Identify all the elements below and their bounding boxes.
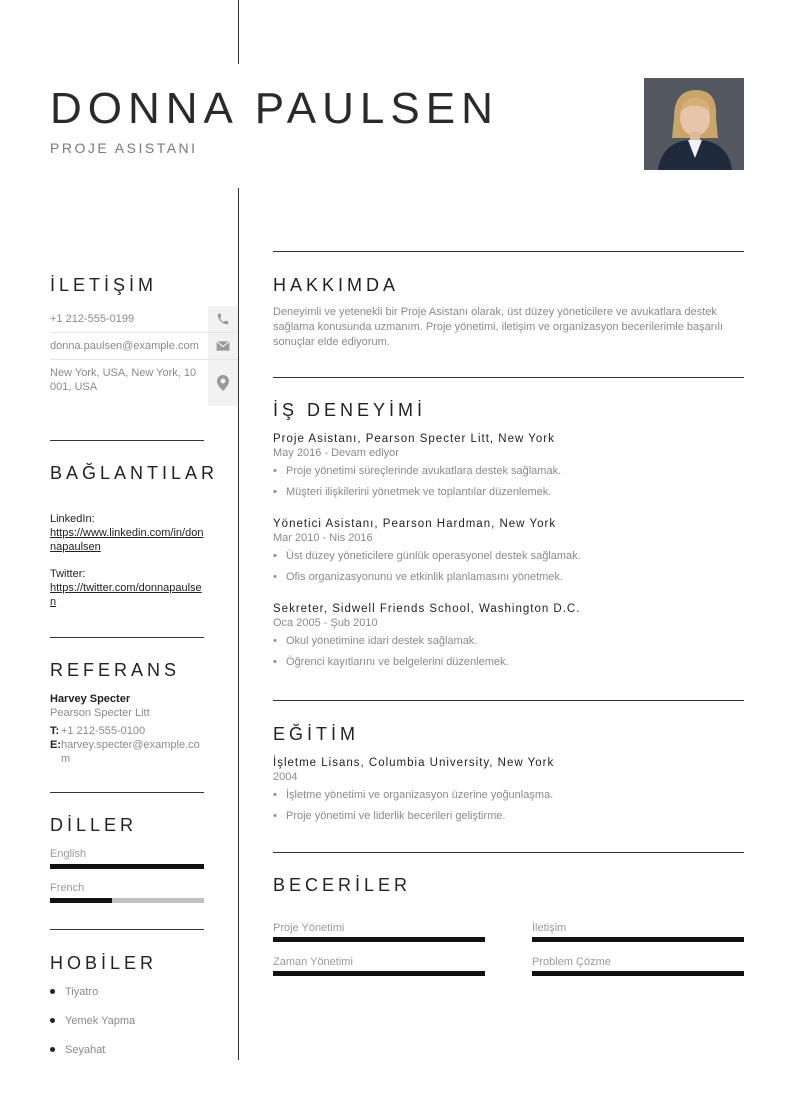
skills-heading: BECERİLER [273, 875, 412, 895]
job-bullet: • Proje yönetimi süreçlerinde avukatlara destek sağlamak. [273, 465, 562, 477]
job-title: Sekreter, Sidwell Friends School, Washington D.C. [273, 603, 581, 615]
hobby-item [50, 1006, 135, 1035]
profile-photo [644, 78, 744, 170]
contact-phone-row [50, 306, 238, 333]
job-bullet-text: Müşteri ilişkilerini yönetmek ve toplantılar düzenlemek. [286, 486, 552, 498]
skill-level-bar [273, 937, 485, 942]
candidate-name: DONNA PAULSEN [50, 84, 499, 133]
hobby-item [50, 977, 135, 1006]
experience-list [273, 432, 744, 669]
job-bullet-text: Üst düzey yöneticilere günlük operasyonel destek sağlamak. [286, 550, 581, 562]
job-bullet: • Üst düzey yöneticilere günlük operasyonel destek sağlamak. [273, 550, 581, 562]
link-item-linkedin [50, 512, 204, 554]
phone-icon [208, 306, 238, 332]
twitter-label: Twitter: [50, 568, 86, 580]
hobby-label: Seyahat [65, 1043, 106, 1056]
contact-phone[interactable]: +1 212-555-0199 [50, 313, 135, 325]
job-date: May 2016 - Devam ediyor [273, 447, 399, 459]
language-item [50, 847, 204, 869]
language-level-fill [50, 898, 112, 903]
job-entry [273, 602, 744, 669]
hobbies-heading: HOBİLER [50, 953, 158, 973]
sidebar-divider [50, 929, 204, 930]
reference-name: Harvey Specter [50, 693, 131, 705]
job-date: Mar 2010 - Nis 2016 [273, 532, 373, 544]
links-list [50, 512, 204, 609]
twitter-link[interactable]: https://twitter.com/donnapaulsen [50, 582, 202, 608]
language-level-bar [50, 898, 204, 903]
reference-phone[interactable]: +1 212-555-0100 [61, 725, 146, 737]
hobby-label: Tiyatro [65, 985, 99, 998]
hobby-label: Yemek Yapma [65, 1014, 136, 1027]
skill-item [273, 921, 485, 942]
column-divider-line [238, 188, 239, 1060]
links-heading: BAĞLANTILAR [50, 463, 219, 483]
candidate-title: PROJE ASISTANI [50, 140, 198, 156]
reference-phone-label: T: [50, 725, 60, 737]
job-bullet-text: Okul yönetimine idari destek sağlamak. [286, 635, 478, 647]
reference-email[interactable]: harvey.specter@example.com [61, 739, 200, 765]
contact-email-row [50, 333, 238, 360]
section-divider [273, 251, 744, 252]
job-title: Proje Asistanı, Pearson Specter Litt, New York [273, 433, 555, 445]
education-bullet: • İşletme yönetimi ve organizasyon üzerine yoğunlaşma. [273, 789, 554, 801]
linkedin-label: LinkedIn: [50, 513, 95, 525]
contact-list [50, 306, 238, 406]
bullet-dot-icon [50, 1047, 55, 1052]
education-title: İşletme Lisans, Columbia University, New York [273, 757, 555, 769]
link-item-twitter [50, 567, 204, 609]
contact-address: New York, USA, New York, 10001, USA [50, 367, 197, 393]
job-date: Oca 2005 - Şub 2010 [273, 617, 378, 629]
about-text: Deneyimli ve yetenekli bir Proje Asistanı olarak, üst düzey yöneticilere ve avukatlara destek sağlama konusunda uzmanım. Proje yönetimi, iletişim ve organizasyon becerilerimle başarılı sonuçlar elde ediyorum. [273, 306, 723, 348]
job-bullet: • Okul yönetimine idari destek sağlamak. [273, 635, 478, 647]
section-divider [273, 700, 744, 701]
education-bullet-text: İşletme yönetimi ve organizasyon üzerine yoğunlaşma. [286, 789, 554, 801]
reference-block [50, 692, 204, 766]
language-name: French [50, 882, 85, 894]
section-divider [273, 852, 744, 853]
hobby-item [50, 1035, 135, 1064]
portrait-image [644, 78, 744, 170]
language-name: English [50, 848, 87, 860]
sidebar-divider [50, 792, 204, 793]
email-icon [208, 333, 238, 359]
job-bullet-text: Ofis organizasyonunu ve etkinlik planlamasını yönetmek. [286, 571, 563, 583]
skill-level-bar [532, 971, 744, 976]
top-divider-line [238, 0, 239, 64]
skill-name: Proje Yönetimi [273, 922, 345, 934]
languages-heading: DİLLER [50, 815, 138, 835]
reference-heading: REFERANS [50, 660, 181, 680]
contact-email[interactable]: donna.paulsen@example.com [50, 340, 199, 352]
education-bullet-text: Proje yönetimi ve liderlik becerileri geliştirme. [286, 810, 506, 822]
job-bullet: • Ofis organizasyonunu ve etkinlik planlamasını yönetmek. [273, 571, 563, 583]
job-bullet: • Müşteri ilişkilerini yönetmek ve toplantılar düzenlemek. [273, 486, 552, 498]
section-divider [273, 377, 744, 378]
education-date: 2004 [273, 771, 298, 783]
hobbies-list [50, 977, 135, 1064]
education-entry [273, 756, 744, 823]
job-title: Yönetici Asistanı, Pearson Hardman, New York [273, 518, 557, 530]
reference-company: Pearson Specter Litt [50, 707, 150, 719]
sidebar-divider [50, 637, 204, 638]
skill-level-bar [273, 971, 485, 976]
language-level-bar [50, 864, 204, 869]
experience-heading: İŞ DENEYİMİ [273, 400, 427, 420]
language-item [50, 881, 204, 903]
location-pin-icon [208, 360, 238, 406]
skill-item [532, 955, 744, 976]
reference-email-row [50, 738, 204, 766]
skill-item [532, 921, 744, 942]
bullet-dot-icon [50, 1018, 55, 1023]
education-bullet: • Proje yönetimi ve liderlik becerileri geliştirme. [273, 810, 506, 822]
contact-address-row [50, 360, 238, 406]
education-heading: EĞİTİM [273, 724, 359, 744]
contact-heading: İLETİŞİM [50, 275, 158, 295]
reference-email-label: E: [50, 739, 61, 751]
job-entry [273, 432, 744, 499]
skill-name: İletişim [532, 922, 567, 934]
reference-phone-row [50, 724, 204, 738]
linkedin-link[interactable]: https://www.linkedin.com/in/donnapaulsen [50, 527, 204, 553]
about-heading: HAKKIMDA [273, 275, 400, 295]
skill-name: Zaman Yönetimi [273, 956, 353, 968]
job-bullet-text: Proje yönetimi süreçlerinde avukatlara destek sağlamak. [286, 465, 562, 477]
bullet-dot-icon [50, 989, 55, 994]
job-bullet-text: Öğrenci kayıtlarını ve belgelerini düzenlemek. [286, 656, 509, 668]
language-level-fill [50, 864, 204, 869]
job-entry [273, 517, 744, 584]
skill-level-bar [532, 937, 744, 942]
job-bullet: • Öğrenci kayıtlarını ve belgelerini düzenlemek. [273, 656, 509, 668]
skill-name: Problem Çözme [532, 956, 611, 968]
sidebar-divider [50, 440, 204, 441]
languages-list [50, 847, 204, 903]
skill-item [273, 955, 485, 976]
